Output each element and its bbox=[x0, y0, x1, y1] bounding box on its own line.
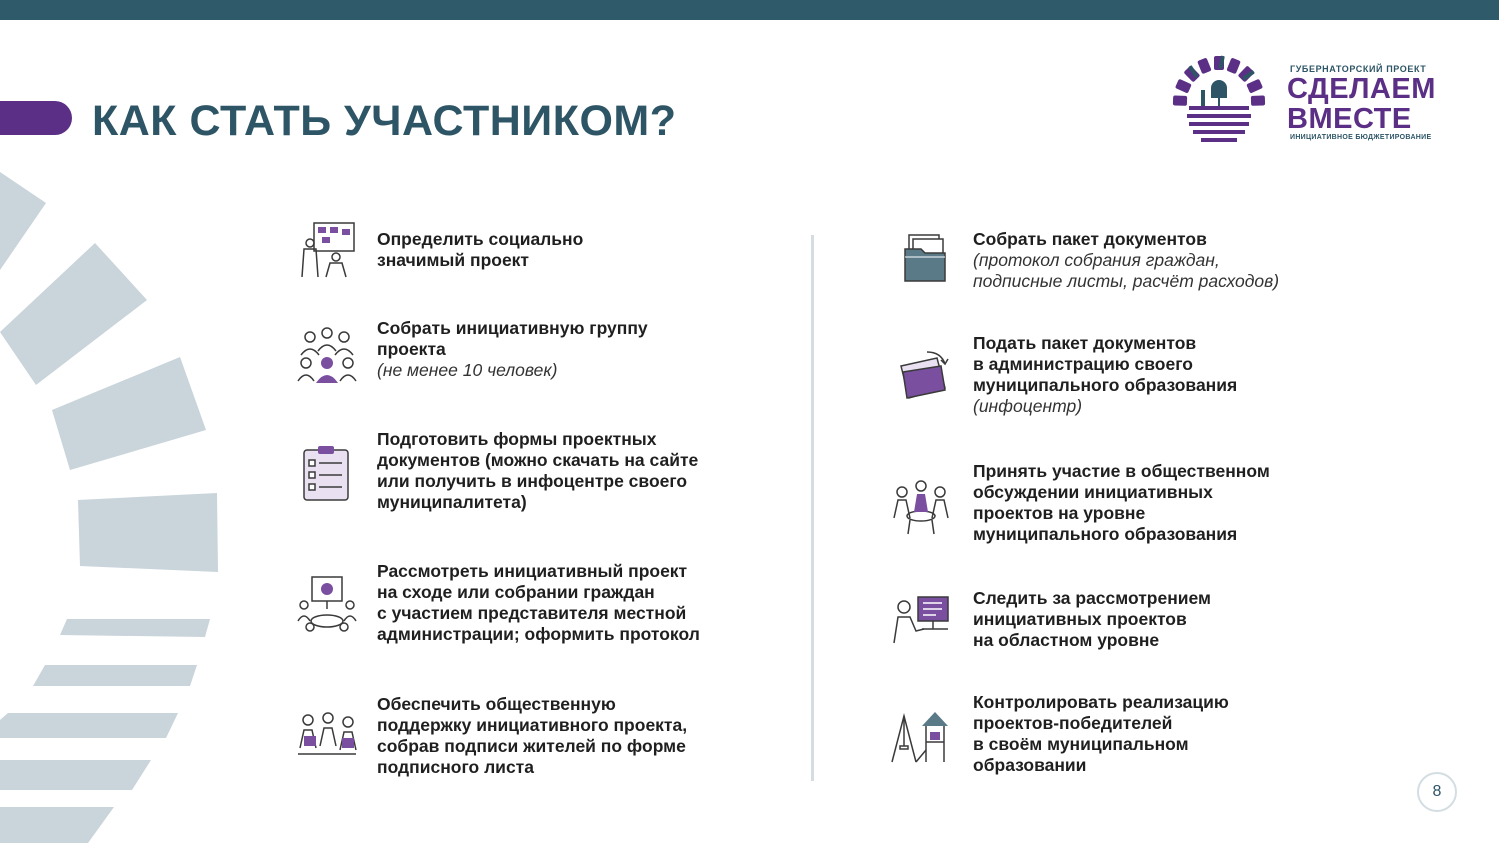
planning-board-icon bbox=[296, 219, 358, 281]
step-title: Собрать пакет документов bbox=[973, 229, 1207, 249]
decorative-rays bbox=[0, 165, 230, 845]
discussion-table-icon bbox=[890, 476, 952, 538]
ray bbox=[0, 807, 114, 843]
step-text bbox=[377, 561, 700, 645]
step-title: Следить за рассмотрением инициативных проектов на областном уровне bbox=[973, 588, 1212, 650]
logo-bottom-label: ИНИЦИАТИВНОЕ БЮДЖЕТИРОВАНИЕ bbox=[1290, 134, 1432, 141]
step-title: Принять участие в общественном обсуждении инициативных проектов на уровне муниципального образования bbox=[973, 461, 1270, 544]
page-number: 8 bbox=[1417, 772, 1457, 812]
group-people-icon bbox=[296, 323, 358, 385]
step-text bbox=[973, 692, 1229, 776]
logo-wordmark bbox=[1287, 74, 1436, 134]
meeting-presentation-icon bbox=[296, 575, 358, 637]
logo-top-label: ГУБЕРНАТОРСКИЙ ПРОЕКТ bbox=[1290, 64, 1427, 74]
step-text bbox=[377, 229, 583, 271]
step-title: Рассмотреть инициативный проект на сходе или собрании граждан с участием представителя местной администрации; оформить протокол bbox=[377, 561, 700, 644]
ray bbox=[33, 665, 197, 686]
step-text bbox=[973, 588, 1211, 651]
step-text bbox=[973, 461, 1270, 545]
step-note: (протокол собрания граждан, подписные листы, расчёт расходов) bbox=[973, 250, 1280, 291]
step-title: Подать пакет документов в администрацию своего муниципального образования bbox=[973, 333, 1238, 395]
ray bbox=[60, 619, 210, 637]
page-title: КАК СТАТЬ УЧАСТНИКОМ? bbox=[92, 97, 677, 145]
ray bbox=[52, 357, 206, 470]
submit-folder-icon bbox=[893, 346, 955, 408]
step-text bbox=[973, 333, 1237, 417]
column-divider bbox=[811, 235, 814, 781]
ray bbox=[0, 713, 178, 738]
ray bbox=[0, 243, 147, 385]
step-note: (не менее 10 человек) bbox=[377, 360, 558, 380]
logo-line-1: СДЕЛАЕМ bbox=[1287, 73, 1436, 105]
ray bbox=[0, 172, 46, 270]
title-accent-pill bbox=[0, 101, 72, 135]
document-folder-icon bbox=[893, 229, 955, 291]
step-text bbox=[377, 318, 648, 381]
step-text bbox=[377, 694, 687, 778]
playground-icon bbox=[890, 706, 952, 768]
logo-line-2: ВМЕСТЕ bbox=[1287, 103, 1412, 135]
step-title: Контролировать реализацию проектов-победителей в своём муниципальном образовании bbox=[973, 692, 1229, 775]
signatures-people-icon bbox=[296, 708, 358, 770]
top-bar bbox=[0, 0, 1499, 20]
step-title: Собрать инициативную группу проекта bbox=[377, 318, 648, 359]
clipboard-forms-icon bbox=[296, 442, 358, 504]
step-text bbox=[973, 229, 1279, 292]
ray bbox=[78, 493, 218, 572]
step-title: Обеспечить общественную поддержку инициативного проекта, собрав подписи жителей по форме подписного листа bbox=[377, 694, 688, 777]
monitor-review-icon bbox=[890, 591, 952, 653]
step-title: Подготовить формы проектных документов (можно скачать на сайте или получить в инфоцентре своего муниципалитета) bbox=[377, 429, 699, 512]
step-note: (инфоцентр) bbox=[973, 396, 1083, 416]
step-text bbox=[377, 429, 698, 513]
step-title: Определить социально значимый проект bbox=[377, 229, 584, 270]
ray bbox=[0, 760, 151, 790]
